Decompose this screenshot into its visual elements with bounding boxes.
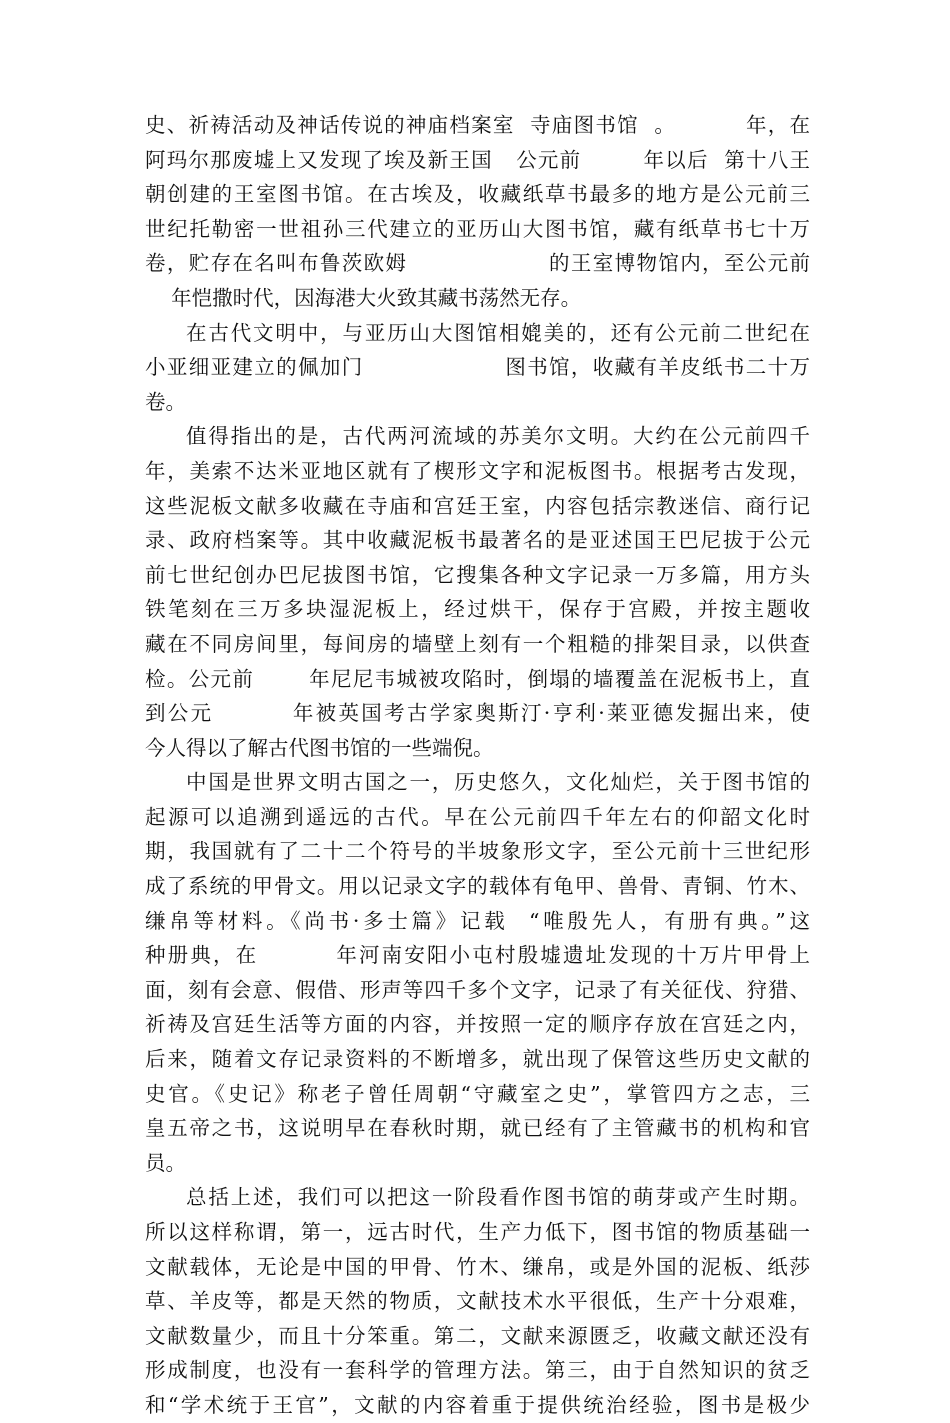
document-page bbox=[145, 108, 810, 1423]
text-line: 史官。《史记》称老子曾任周朝“守藏室之史”，掌管四方之志，三 bbox=[145, 1081, 810, 1106]
text-line: 录、政府档案等。其中收藏泥板书最著名的是亚述国王巴尼拔于公元 bbox=[145, 528, 810, 553]
text-line: 起源可以追溯到遥远的古代。早在公元前四千年左右的仰韶文化时 bbox=[145, 804, 810, 829]
text-line: 面，刻有会意、假借、形声等四千多个文字，记录了有关征伐、狩猎、 bbox=[145, 977, 810, 1002]
text-line: 文献载体，无论是中国的甲骨、竹木、缣帛，或是外国的泥板、纸莎 bbox=[145, 1254, 810, 1279]
text-line: 卷。 bbox=[145, 389, 186, 414]
text-line: 总括上述，我们可以把这一阶段看作图书馆的萌芽或产生时期。 bbox=[186, 1185, 810, 1210]
document-body bbox=[145, 108, 810, 1423]
paragraph bbox=[145, 108, 810, 316]
paragraph bbox=[145, 765, 810, 1180]
text-line: 员。 bbox=[145, 1150, 186, 1175]
text-line: 这些泥板文献多收藏在寺庙和宫廷王室，内容包括宗教迷信、商行记 bbox=[145, 493, 810, 518]
paragraph bbox=[145, 1180, 810, 1422]
text-line: 期，我国就有了二十二个符号的半坡象形文字，至公元前十三世纪形 bbox=[145, 839, 810, 864]
text-line: 前七世纪创办巴尼拔图书馆，它搜集各种文字记录一万多篇，用方头 bbox=[145, 562, 810, 587]
text-line: 成了系统的甲骨文。用以记录文字的载体有龟甲、兽骨、青铜、竹木、 bbox=[145, 874, 810, 899]
paragraph bbox=[145, 316, 810, 420]
text-line: 和“学术统于王官”，文献的内容着重于提供统治经验，图书是极少 bbox=[145, 1392, 810, 1417]
text-line: 藏在不同房间里，每间房的墙壁上刻有一个粗糙的排架目录，以供查 bbox=[145, 631, 810, 656]
text-line: 检。公元前 年尼尼韦城被攻陷时，倒塌的墙覆盖在泥板书上，直 bbox=[145, 666, 810, 691]
text-line: 小亚细亚建立的佩加门 图书馆，收藏有羊皮纸书二十万 bbox=[145, 355, 810, 380]
text-line: 皇五帝之书，这说明早在春秋时期，就已经有了主管藏书的机构和官 bbox=[145, 1116, 810, 1141]
text-line: 铁笔刻在三万多块湿泥板上，经过烘干，保存于宫殿，并按主题收 bbox=[145, 597, 810, 622]
text-line: 年，美索不达米亚地区就有了楔形文字和泥板图书。根据考古发现， bbox=[145, 458, 810, 483]
text-line: 在古代文明中，与亚历山大图馆相媲美的，还有公元前二世纪在 bbox=[186, 320, 810, 345]
text-line: 所以这样称谓，第一，远古时代，生产力低下，图书馆的物质基础一 bbox=[145, 1220, 810, 1244]
text-line: 文献数量少，而且十分笨重。第二，文献来源匮乏，收藏文献还没有 bbox=[145, 1323, 810, 1348]
text-line: 年恺撒时代，因海港大火致其藏书荡然无存。 bbox=[145, 285, 582, 310]
text-line: 阿玛尔那废墟上又发现了埃及新王国 公元前 年以后 第十八王 bbox=[145, 147, 810, 172]
text-line: 值得指出的是，古代两河流域的苏美尔文明。大约在公元前四千 bbox=[186, 424, 810, 449]
text-line: 卷，贮存在名叫布鲁茨欧姆 的王室博物馆内，至公元前 bbox=[145, 251, 810, 276]
text-line: 祈祷及宫廷生活等方面的内容，并按照一定的顺序存放在宫廷之内， bbox=[145, 1012, 810, 1037]
text-line: 世纪托勒密一世祖孙三代建立的亚历山大图书馆，藏有纸草书七十万 bbox=[145, 216, 810, 241]
text-line: 种册典，在 年河南安阳小屯村殷墟遗址发现的十万片甲骨上 bbox=[145, 943, 810, 968]
text-line: 朝创建的王室图书馆。在古埃及，收藏纸草书最多的地方是公元前三 bbox=[145, 182, 810, 207]
text-line: 中国是世界文明古国之一，历史悠久，文化灿烂，关于图书馆的 bbox=[186, 770, 810, 795]
text-line: 到公元 年被英国考古学家奥斯汀·亨利·莱亚德发掘出来，使 bbox=[145, 701, 810, 726]
text-line: 史、祈祷活动及神话传说的神庙档案室 寺庙图书馆 。 年，在 bbox=[145, 113, 810, 137]
text-line: 形成制度，也没有一套科学的管理方法。第三，由于自然知识的贫乏 bbox=[145, 1358, 810, 1383]
text-line: 草、羊皮等，都是天然的物质，文献技术水平很低，生产十分艰难， bbox=[145, 1289, 810, 1314]
paragraph bbox=[145, 419, 810, 765]
text-line: 今人得以了解古代图书馆的一些端倪。 bbox=[145, 735, 494, 760]
text-line: 后来，随着文存记录资料的不断增多，就出现了保管这些历史文献的 bbox=[145, 1047, 810, 1072]
text-line: 缣帛等材料。《尚书·多士篇》记载 “唯殷先人，有册有典。”这 bbox=[145, 908, 810, 933]
